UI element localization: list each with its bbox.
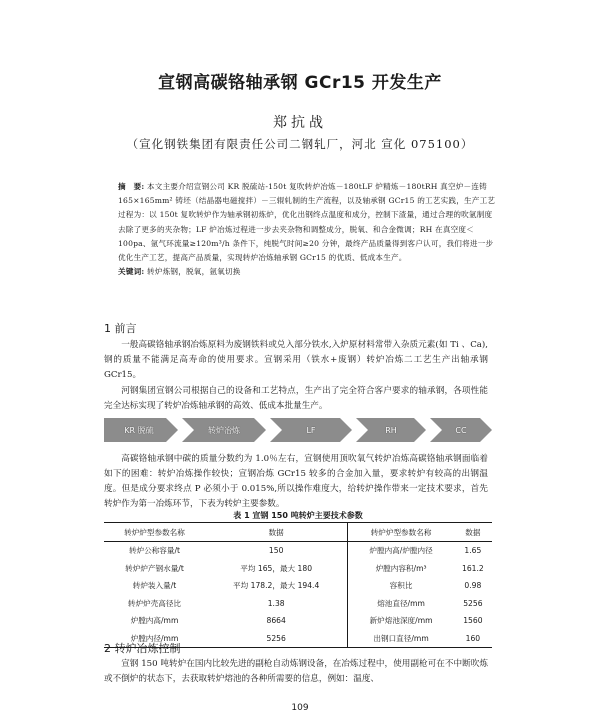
table-cell: 0.98 — [464, 581, 482, 591]
flow-step-converter: 转炉冶炼 — [208, 425, 240, 435]
table-header-cell: 转炉炉型参数名称 — [348, 523, 454, 542]
paragraph-converter-difficulty: 高碳铬轴承钢中碳的质量分数约为 1.0％左右，宣钢使用顶吹氧气转炉冶炼高碳铬轴承钢面临着如下的困难：转炉冶炼操作较快；宣钢冶炼 GCr15 较多的合金加入量，要求转炉有较高的出钢温度。但是成分要求终点 P 必须小于 0.015%,所以操作难度大，给转炉操作带来一定技术要求，首先转炉作为第一冶炼环节，下表为转炉主要参数。 — [104, 454, 488, 509]
table-cell: 熔池直径/mm — [377, 598, 425, 608]
table-header-row — [104, 523, 492, 542]
section-2-heading: 2 转炉冶炼控制 — [104, 642, 181, 655]
flow-step-lf: LF — [306, 425, 316, 435]
table-cell: 新炉熔池深度/mm — [369, 616, 433, 626]
table-cell: 1.38 — [205, 595, 348, 613]
section-1-paragraph-2: 河钢集团宣钢公司根据自己的设备和工艺特点，生产出了完全符合客户要求的轴承钢，各项性能完全达标实现了转炉冶炼轴承钢的高效、低成本批量生产。 — [104, 386, 488, 411]
table-cell: 炉膛内高/mm — [130, 616, 179, 626]
table-cell: 8664 — [205, 612, 348, 630]
table-cell: 1.65 — [464, 546, 482, 556]
table-cell: 炉膛内容积/m³ — [375, 563, 427, 573]
table-cell: 平均 178.2，最大 194.4 — [205, 577, 348, 595]
table-cell: 转炉公称容量/t — [128, 546, 181, 556]
table-cell: 1560 — [463, 616, 483, 626]
section-1-paragraph-1: 一般高碳铬轴承钢冶炼原料为废钢铁料或兑入部分铁水,入炉原材料常带入杂质元素(如 Ti 、Ca),钢的质量不能满足高寿命的使用要求。宣钢采用（铁水+废钢）转炉冶炼二工艺生产出轴承钢 GCr15。 — [104, 340, 488, 380]
flow-step-cc: CC — [455, 425, 467, 435]
page-number: 109 — [291, 703, 309, 713]
table-header-cell: 数据 — [454, 523, 492, 542]
table-cell: 160 — [454, 630, 492, 648]
section-1-heading: 1 前言 — [104, 322, 137, 335]
flow-step-kr: KR 脱硫 — [124, 425, 154, 435]
keywords-line — [118, 265, 496, 279]
table-cell: 炉膛内径/mm — [104, 630, 205, 648]
table-cell: 炉膛内高/炉膛内径 — [369, 546, 433, 556]
keywords-text: 转炉炼钢，脱氧，氩氧切换 — [147, 267, 241, 277]
paper-title: 宣钢高碳铬轴承钢 GCr15 开发生产 — [158, 73, 442, 93]
table-header-cell: 数据 — [205, 523, 348, 542]
table-cell: 150 — [205, 542, 348, 560]
table-cell: 容积比 — [389, 581, 413, 591]
flow-step-rh: RH — [385, 425, 397, 435]
table-cell: 161.2 — [462, 563, 484, 573]
affiliation: （宣化钢铁集团有限责任公司二钢轧厂，河北 宣化 075100） — [126, 137, 474, 151]
table-row — [104, 542, 492, 560]
converter-parameters-table — [104, 522, 492, 648]
table-row — [104, 577, 492, 595]
abstract-label: 摘 要: — [118, 182, 145, 191]
keywords-label: 关键词: — [118, 267, 145, 277]
table-cell: 出钢口直径/mm — [348, 630, 454, 648]
abstract-text: 本文主要介绍宣钢公司 KR 脱硫站-150t 复吹转炉冶炼－180tLF 炉精炼－180tRH 真空炉－连铸 165×165mm² 铸坯（结晶器电磁搅拌）－三辊轧制的生产流程，以及轴承钢 GCr15 的工艺实践，生产工艺过程为：以 150t 复吹转炉作为轴承钢初炼炉，优化出钢终点温度和成分，控制下渣量，通过合理的吹氩制度去除了更多的夹杂物；LF 炉冶炼过程进一步去夹杂物和调整成分，脱氧、和合金微调；RH 在真空度＜100pa、氩气环流量≥120m³/h 条件下，纯脱气时间≥20 分钟，最终产品质量得到客户认可，我们将进一步优化生产工艺，提高产品质量，实现转炉冶炼轴承钢 GCr15 的优质、低成本生产。 — [118, 182, 496, 263]
abstract-block — [118, 180, 496, 279]
section-2-paragraph-1: 宣钢 150 吨转炉在国内比较先进的副枪自动炼钢设备，在冶炼过程中，使用副枪可在不中断吹炼或不倒炉的状态下，去获取转炉熔池的各种所需要的信息，例如：温度、 — [104, 659, 488, 684]
table-caption: 表 1 宣钢 150 吨转炉主要技术参数 — [233, 511, 363, 520]
table-cell: 转炉炉壳高径比 — [127, 598, 182, 608]
process-flow-diagram — [104, 416, 492, 444]
table-row — [104, 595, 492, 613]
table-cell: 平均 165，最大 180 — [205, 560, 348, 578]
table-row — [104, 560, 492, 578]
table-cell: 转炉装入量/t — [132, 581, 177, 591]
table-header-cell: 转炉炉型参数名称 — [104, 523, 205, 542]
table-cell: 5256 — [205, 630, 348, 648]
table-cell: 5256 — [463, 598, 483, 608]
table-row — [104, 612, 492, 630]
table-cell: 转炉炉产钢水量/t — [125, 563, 184, 573]
author-name: 郑抗战 — [273, 115, 327, 131]
